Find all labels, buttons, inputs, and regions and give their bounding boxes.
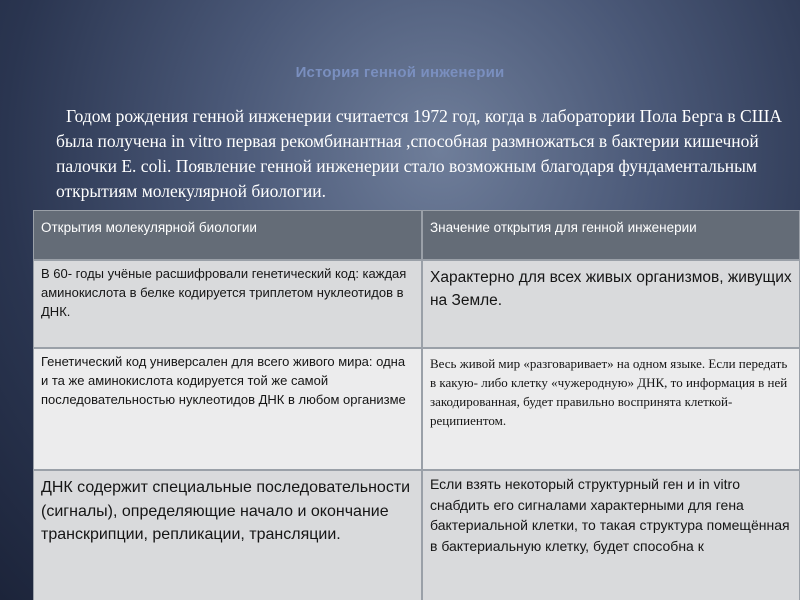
discoveries-table (33, 210, 800, 600)
row-2-significance: Весь живой мир «разговаривает» на одном языке. Если передать в какую- либо клетку «чужеродную» ДНК, то информация в ней закодированная, будет правильно воспринята клеткой-реципиентом. (422, 348, 800, 470)
row-2-discovery: Генетический код универсален для всего живого мира: одна и та же аминокислота кодируется той же самой последовательностью нуклеотидов ДНК в любом организме (33, 348, 422, 470)
intro-text: Годом рождения генной инженерии считается 1972 год, когда в лаборатории Пола Берга в США была получена in vitro первая рекомбинантная ,способная размножаться в бактерии кишечной палочки E. coli. Появление генной инженерии стало возможным благодаря фундаментальным открытиям молекулярной биологии. (56, 106, 783, 201)
header-discoveries: Открытия молекулярной биологии (33, 210, 422, 260)
intro-paragraph (56, 104, 796, 212)
row-3-discovery: ДНК содержит специальные последовательности (сигналы), определяющие начало и окончание транскрипции, репликации, трансляции. (33, 470, 422, 600)
row-3-significance: Если взять некоторый структурный ген и in vitro снабдить его сигналами характерными для гена бактериальной клетки, то такая структура помещённая в бактериальную клетку, будет способна к (422, 470, 800, 600)
slide-title: История генной инженерии (295, 64, 505, 81)
row-1-significance: Характерно для всех живых организмов, живущих на Земле. (422, 260, 800, 348)
row-1-discovery: В 60- годы учёные расшифровали генетический код: каждая аминокислота в белке кодируется триплетом нуклеотидов в ДНК. (33, 260, 422, 348)
header-significance: Значение открытия для генной инженерии (422, 210, 800, 260)
